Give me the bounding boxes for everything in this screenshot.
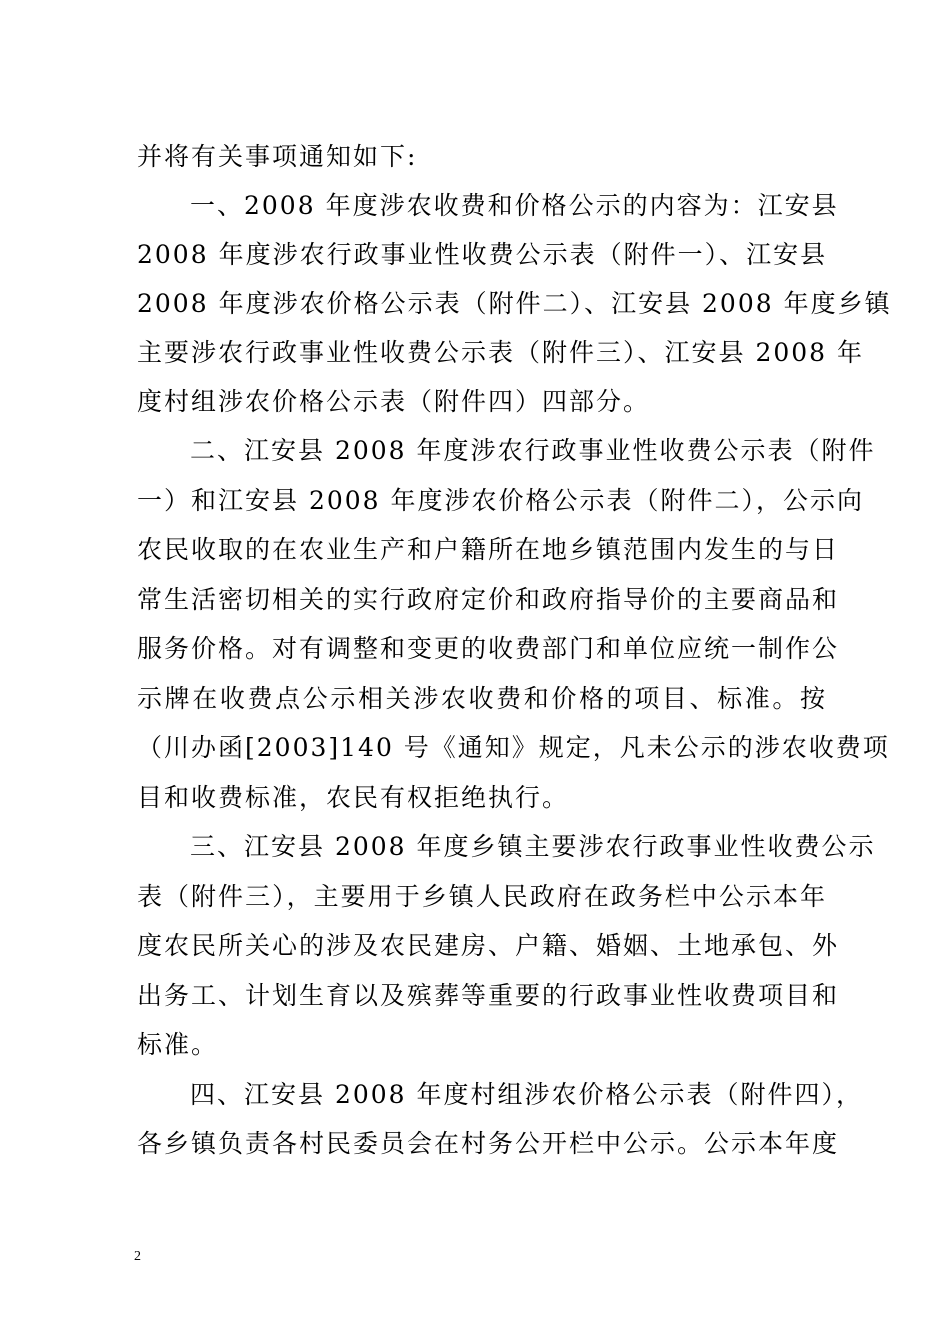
page-number: 2 (134, 1249, 141, 1264)
paragraph-3-line: 表（附件三），主要用于乡镇人民政府在政务栏中公示本年 (137, 882, 827, 911)
paragraph-3-line: 出务工、计划生育以及殡葬等重要的行政事业性收费项目和 (137, 981, 840, 1010)
paragraph-2-line: 农民收取的在农业生产和户籍所在地乡镇范围内发生的与日 (137, 535, 840, 564)
paragraph-1-line: 度村组涉农价格公示表（附件四）四部分。 (137, 387, 651, 416)
paragraph-2-line: 目和收费标准，农民有权拒绝执行。 (137, 783, 570, 812)
paragraph-4-line: 各乡镇负责各村民委员会在村务公开栏中公示。公示本年度 (137, 1129, 840, 1158)
paragraph-2-line: 二、江安县 2008 年度涉农行政事业性收费公示表（附件 (190, 436, 876, 465)
paragraph-2-line: 常生活密切相关的实行政府定价和政府指导价的主要商品和 (137, 585, 840, 614)
paragraph-3-line: 三、江安县 2008 年度乡镇主要涉农行政事业性收费公示 (190, 832, 876, 861)
paragraph-1-line: 一、2008 年度涉农收费和价格公示的内容为：江安县 (190, 191, 839, 220)
paragraph-2-line: 服务价格。对有调整和变更的收费部门和单位应统一制作公 (137, 634, 840, 663)
paragraph-3-line: 度农民所关心的涉及农民建房、户籍、婚姻、土地承包、外 (137, 931, 840, 960)
paragraph-1-line: 2008 年度涉农价格公示表（附件二）、江安县 2008 年度乡镇 (137, 289, 892, 318)
text-line: 并将有关事项通知如下: (137, 142, 418, 171)
paragraph-1-line: 主要涉农行政事业性收费公示表（附件三）、江安县 2008 年 (137, 338, 865, 367)
paragraph-2-line: 示牌在收费点公示相关涉农收费和价格的项目、标准。按 (137, 684, 827, 713)
paragraph-2-line: （川办函[2003]140 号《通知》规定，凡未公示的涉农收费项 (137, 733, 890, 762)
paragraph-4-line: 四、江安县 2008 年度村组涉农价格公示表（附件四）， (190, 1080, 864, 1109)
paragraph-1-line: 2008 年度涉农行政事业性收费公示表（附件一）、江安县 (137, 240, 828, 269)
paragraph-2-line: 一）和江安县 2008 年度涉农价格公示表（附件二），公示向 (137, 486, 865, 515)
paragraph-3-line: 标准。 (137, 1030, 219, 1059)
